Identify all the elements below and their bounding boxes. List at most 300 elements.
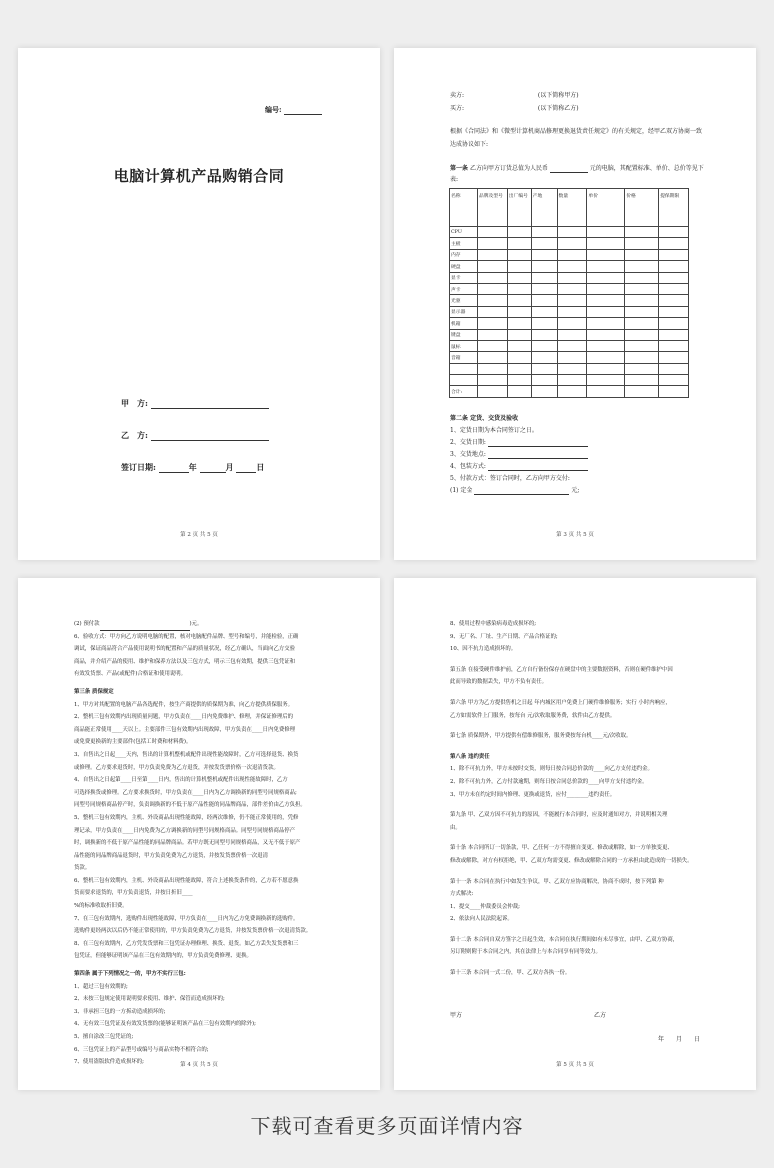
body-line (74, 631, 326, 644)
sign-party-b: 乙方 (594, 1012, 607, 1019)
sign-date-row (121, 462, 264, 473)
table-row-label: 光驱 (450, 295, 478, 306)
contract-number (265, 105, 322, 115)
table-header-cell: 价格 (625, 189, 659, 227)
article-1-amount-blank (550, 172, 588, 173)
article-1-text-a: 乙方向甲方订货总值为人民币 (469, 165, 548, 172)
sign-party-a: 甲方 (450, 1012, 463, 1019)
table-cell (531, 238, 557, 249)
body-line-text: 6、三包凭证上的产品型号或编号与商品实物不相符合的; (74, 1046, 209, 1053)
body-line-tail: )元。 (189, 621, 203, 627)
table-cell (477, 318, 507, 329)
table-cell (477, 295, 507, 306)
body-line-text: 1、除不可抗力外，甲方未按时交货，则每日按合同总价款的____向乙方支付违约金。 (450, 766, 653, 773)
table-cell (477, 340, 507, 351)
table-cell (659, 318, 689, 329)
table-row (450, 306, 689, 317)
page-footer: 第 2 页 共 5 页 (180, 532, 218, 538)
body-line-text: 5、擅自涂改三包凭证的; (74, 1034, 134, 1040)
body-line (74, 981, 326, 994)
body-line-text: 第三条 质保规定 (74, 688, 114, 695)
table-cell (625, 363, 659, 374)
table-cell (659, 352, 689, 363)
body-line (74, 799, 326, 812)
body-line (74, 699, 326, 712)
year-label: 年 (188, 462, 197, 472)
body-line (74, 774, 326, 787)
table-cell (557, 306, 587, 317)
body-line-text: 修改或解除，对方有权拒绝，甲、乙双方均需变更、修改或解除合同的一方承担由此造成的一切损失。 (450, 857, 693, 864)
table-cell (659, 261, 689, 272)
table-cell (625, 295, 659, 306)
table-cell (625, 283, 659, 294)
article-2-item (450, 451, 588, 459)
table-cell (587, 227, 625, 238)
article-2-item-label: 3、交货地点: (450, 451, 486, 458)
body-line (74, 993, 326, 1006)
article-1-text-c: 表: (450, 176, 459, 183)
body-line (450, 710, 702, 723)
table-cell (557, 363, 587, 374)
table-row (450, 249, 689, 260)
body-line-text: 1、甲方对其配置的电脑产品各选配件，按生产商提供的质保期为准，向乙方提供质保服务。 (74, 701, 294, 708)
table-cell (625, 261, 659, 272)
table-cell (557, 227, 587, 238)
body-line-text: 7、使用盗版软件造成损坏的; (74, 1059, 144, 1066)
table-row-label: 主板 (450, 238, 478, 249)
page-title: 电脑计算机产品购销合同 (113, 167, 285, 185)
table-cell (659, 249, 689, 260)
table-header-cell: 数量 (557, 189, 587, 227)
body-line-text: 第六条 甲方为乙方提供售机之日起 年内城区用户免费上门硬件维修服务；实行 小时内响应， (450, 699, 671, 706)
table-cell (625, 227, 659, 238)
table-cell (659, 363, 689, 374)
body-line (74, 913, 326, 926)
party-a-blank (151, 408, 269, 409)
day-blank (236, 472, 256, 473)
table-cell (477, 283, 507, 294)
article-2-heading: 第二条 定货、交货及验收 (450, 415, 519, 422)
body-line (74, 925, 326, 938)
table-row-label: 音箱 (450, 352, 478, 363)
page-footer: 第 3 页 共 5 页 (556, 532, 594, 538)
table-row-label: 键盘 (450, 329, 478, 340)
blank-line (488, 470, 588, 471)
body-line (450, 776, 702, 789)
body-line-text: 3、自售出之日起____天内，售出的计算机整机或配件出现性能故障时，乙方可选择退货、换货 (74, 751, 299, 758)
body-line (450, 876, 702, 889)
table-cell (477, 375, 507, 386)
body-line (74, 618, 326, 631)
table-row (450, 375, 689, 386)
body-line-text: 第五条 在接受硬件维护前，乙方自行备份保存在硬盘中的主要数据资料，否则在硬件维护中因 (450, 666, 673, 673)
table-cell (507, 375, 531, 386)
body-line (74, 825, 326, 838)
table-cell (507, 272, 531, 283)
table-row (450, 386, 689, 397)
body-line (74, 762, 326, 775)
buyer-label: 买方: (450, 105, 465, 112)
page-footer: 第 4 页 共 5 页 (180, 1062, 218, 1068)
table-cell (625, 375, 659, 386)
year-blank (159, 472, 189, 473)
table-cell (557, 340, 587, 351)
party-b-blank (151, 440, 269, 441)
table-header-cell: 提保期限 (659, 189, 689, 227)
body-line (450, 676, 702, 689)
body-line-text: 乙方如需软件上门服务，按每台 元/次收取服务费，软件由乙方提供。 (450, 712, 616, 719)
body-line-text: 第八条 违约责任 (450, 753, 490, 760)
body-line (74, 875, 326, 888)
table-cell (625, 272, 659, 283)
table-cell (587, 249, 625, 260)
party-b-label: 乙 方: (121, 430, 148, 440)
table-header-cell: 品牌及型号 (477, 189, 507, 227)
seller-row (450, 92, 579, 100)
table-cell (531, 272, 557, 283)
body-line-text: 商品能正常使用____天以上。主要部件三包有效期内出现故障，甲方负责在____日内免费修理 (74, 726, 296, 733)
table-row (450, 295, 689, 306)
table-cell (477, 249, 507, 260)
table-cell (659, 283, 689, 294)
yuan-label: 元; (571, 487, 580, 494)
body-line-text: 1、提交____仲裁委员会仲裁; (450, 903, 520, 910)
intro-line-1: 根据《合同法》和《微型计算机商品修理更换退货责任规定》的有关规定，经甲乙双方协商一致 (450, 128, 703, 135)
body-line (450, 697, 702, 710)
month-label: 月 (225, 462, 234, 472)
table-row-label: 机箱 (450, 318, 478, 329)
table-cell (659, 306, 689, 317)
body-line (74, 900, 326, 913)
table-row (450, 261, 689, 272)
body-line-text: 6、验收方式：甲方向乙方说明电脑的配置，核对电脑配件品牌、型号和编号，并能检验，正确 (74, 633, 299, 640)
table-cell (477, 227, 507, 238)
blank-line (488, 446, 588, 447)
table-cell (659, 329, 689, 340)
body-line (74, 668, 326, 681)
table-cell (625, 249, 659, 260)
table-row-label: 声卡 (450, 283, 478, 294)
contract-page-3 (394, 48, 756, 560)
body-line-text: 包凭证，但能够证明该产品在三包有效期内的，甲方负责免费修理、更换。 (74, 953, 252, 960)
body-line-text: 时，调换新的不低于原产品性能的同品牌商品。若甲方既无同型号同规格商品，又无不低于原产 (74, 840, 301, 847)
table-cell (659, 227, 689, 238)
table-cell (587, 352, 625, 363)
body-line-text: 8、使用过程中感染病毒造成损坏的; (450, 621, 537, 627)
table-cell (507, 261, 531, 272)
table-cell (587, 340, 625, 351)
table-cell (507, 340, 531, 351)
contract-page-5 (394, 578, 756, 1090)
table-header-cell: 单价 (587, 189, 625, 227)
table-row (450, 340, 689, 351)
table-row-label: CPU (450, 227, 478, 238)
page-footer: 第 5 页 共 5 页 (556, 1062, 594, 1068)
table-cell (587, 375, 625, 386)
table-cell (507, 329, 531, 340)
table-row (450, 283, 689, 294)
body-line (74, 1006, 326, 1019)
party-a-row (121, 398, 269, 409)
table-cell (507, 295, 531, 306)
table-cell (587, 295, 625, 306)
body-line (74, 950, 326, 963)
table-cell (587, 283, 625, 294)
body-line-text: 同型号同规格商品停产时，负责调换新的不低于原产品性能的同品牌商品，部件差价由乙方负担。 (74, 802, 306, 809)
body-line (74, 724, 326, 737)
body-line (450, 809, 702, 822)
article-2-item (450, 487, 579, 495)
table-cell (477, 363, 507, 374)
table-cell (625, 340, 659, 351)
table-cell (477, 272, 507, 283)
table-cell (625, 329, 659, 340)
article-1-text-b: 元的电脑，其配置标准、单价、总价等见下 (589, 165, 704, 172)
body-line-text: 由。 (450, 824, 461, 831)
body-line-text: 理记录，甲方负责在____日内免费为乙方调换新的同型号同规格商品。同型号同规格商品停产 (74, 827, 296, 834)
body-line-text: 货款。 (74, 865, 91, 872)
body-line (74, 656, 326, 669)
table-cell (557, 318, 587, 329)
page-body (74, 618, 326, 1069)
table-cell (557, 375, 587, 386)
body-line-text: 选购件更经两次以后仍不能正常使用的，甲方负责免费为乙方退货，并按发货票价格一次退清货款。 (74, 928, 312, 935)
article-2-item (450, 439, 588, 447)
body-line-text: 10、因不抗力造成损坏的。 (450, 646, 517, 653)
body-line (450, 934, 702, 947)
table-cell (625, 306, 659, 317)
body-line-text: 8、在三包有效期内，乙方凭发货票和三包凭证办理修理、换货、退货。如乙方丢失发货票和三 (74, 940, 299, 947)
table-cell (625, 318, 659, 329)
article-1-heading: 第一条 (450, 165, 469, 172)
body-line-text: 此而导致的数据丢失，甲方不负有责任。 (450, 679, 548, 686)
body-line (74, 1018, 326, 1031)
body-line-text: 6、整机三包有效期内，主机、外设商品出现性能故障，符合上述换货条件的，乙方若不愿意换 (74, 877, 299, 884)
table-cell (507, 363, 531, 374)
body-line (74, 711, 326, 724)
table-row-label: 显卡 (450, 272, 478, 283)
body-line (450, 664, 702, 677)
body-line-text: 3、非承担三包的一方拆动造成损坏的; (74, 1008, 166, 1015)
table-cell (507, 318, 531, 329)
body-line (74, 1031, 326, 1044)
body-line (450, 946, 702, 959)
table-row (450, 363, 689, 374)
table-row-label (450, 363, 478, 374)
body-line (74, 812, 326, 825)
body-line (450, 643, 702, 656)
table-cell (477, 352, 507, 363)
body-line-text: 品性能的同品牌商品退货时，甲方负责免费为乙方退货，并按发货票价格一次退清 (74, 852, 269, 859)
article-2-item: 1、定货日期为本合同签订之日。 (450, 427, 538, 434)
article-1 (450, 165, 704, 173)
seller-label: 卖方: (450, 92, 465, 99)
body-line-text: 5、整机三包有效期内，主机、外设商品出现性能故障，经两次维修，仍不能正常使用的，凭修 (74, 814, 299, 821)
sign-date: 年 月 日 (658, 1036, 701, 1043)
body-line-text: 第十三条 本合同一式二份，甲、乙双方各执一份。 (450, 970, 571, 977)
body-line-text: 7、在三包有效期内，选购件出现性能故障，甲方负责在____日内为乙方免费调换新的选购件。 (74, 915, 299, 922)
table-header-cell: 名称 (450, 189, 478, 227)
table-cell (531, 306, 557, 317)
intro-line-2: 达成协议如下: (450, 141, 489, 148)
party-a-label: 甲 方: (121, 398, 148, 408)
table-cell (587, 272, 625, 283)
party-b-row (121, 430, 269, 441)
table-row (450, 318, 689, 329)
table-cell (507, 238, 531, 249)
body-line-text: 2、整机三包有效期内出现质量问题，甲方负责在____日内免费维护、修理，并保证修理后的 (74, 714, 294, 721)
table-cell (659, 340, 689, 351)
table-cell (557, 386, 587, 397)
body-line (74, 938, 326, 951)
table-cell (531, 363, 557, 374)
body-line (74, 850, 326, 863)
contract-number-blank (284, 114, 322, 115)
table-row-label (450, 375, 478, 386)
body-line (74, 643, 326, 656)
table-header-row (450, 189, 689, 227)
body-line-text: 调试，保证商品符合产品使用说明书的配置和产品的质量状况，经乙方确认，当面向乙方交验 (74, 646, 296, 653)
table-cell (557, 261, 587, 272)
body-line (74, 1044, 326, 1057)
table-cell (531, 261, 557, 272)
body-line (450, 901, 702, 914)
article-2-item-label: 4、包装方式: (450, 463, 486, 470)
table-cell (587, 386, 625, 397)
body-line (450, 618, 702, 631)
table-cell (659, 272, 689, 283)
table-cell (625, 238, 659, 249)
body-line-text: 9、无厂名、厂址、生产日期、产品合格证的; (450, 633, 558, 640)
body-line (450, 842, 702, 855)
body-line-text: (2) 预付款 (74, 621, 100, 627)
table-cell (587, 329, 625, 340)
body-line (74, 787, 326, 800)
body-line (450, 888, 702, 901)
body-line-text: 1、超过三包有效期的; (74, 983, 128, 990)
page-body (450, 618, 702, 980)
body-line-text: 第四条 属于下列情况之一的，甲方不实行三包: (74, 971, 186, 978)
body-line (450, 822, 702, 835)
table-cell (531, 386, 557, 397)
body-line-text: 有效发货票、产品(或配件)合格证和使用说明。 (74, 671, 187, 678)
body-line (450, 631, 702, 644)
body-line (450, 730, 702, 743)
body-line-text: 第十二条 本合同自双方签字之日起生效，本合同在执行期间如有未尽事宜，由甲、乙双方协商， (450, 936, 679, 943)
table-cell (507, 283, 531, 294)
table-cell (507, 227, 531, 238)
table-row (450, 238, 689, 249)
table-row-label: 鼠标 (450, 340, 478, 351)
table-cell (531, 318, 557, 329)
contract-number-label: 编号: (264, 105, 282, 114)
table-cell (507, 249, 531, 260)
article-2-item-label: 2、交货日期: (450, 439, 486, 446)
body-line (450, 855, 702, 868)
table-cell (531, 329, 557, 340)
body-line-text: 4、自售出之日起第____日至第____日内，售出的计算机整机或配件出现性能故障时，乙方 (74, 777, 288, 784)
table-cell (477, 329, 507, 340)
table-cell (557, 295, 587, 306)
body-line (74, 887, 326, 900)
body-line-text: 第十一条 本合同在执行中如发生争议，甲、乙双方应协商解决，协商不成时，按下列第 种 (450, 878, 664, 885)
blank-line (474, 494, 569, 495)
body-line-text: 商品，并介绍产品的使用、维护和保养方法以及三包方式，明示三包有效期，提供三包凭证和 (74, 658, 296, 665)
body-line (74, 837, 326, 850)
body-line-text: %的标准收取折旧费。 (74, 903, 128, 910)
table-cell (587, 363, 625, 374)
article-2-item-label: (1) 定金 (450, 487, 473, 494)
table-cell (557, 352, 587, 363)
table-cell (557, 283, 587, 294)
body-line-text: 或免费更换新的主要部件(包括工时费和材料费)。 (74, 739, 192, 746)
table-cell (531, 295, 557, 306)
body-line-text: 第十条 本合同所订一切条款，甲、乙任何一方不得擅自变更、修改或解除，如一方单独变更、 (450, 845, 673, 852)
table-cell (557, 329, 587, 340)
body-line-text: 可选择换货或修理。乙方要求换货时，甲方负责在____日内为乙方调换新的同型号同规格商品; (74, 789, 297, 796)
contract-page-4 (18, 578, 380, 1090)
body-line-text: 方式解决: (450, 891, 474, 898)
table-cell (557, 238, 587, 249)
section-heading (74, 686, 326, 699)
section-heading (450, 751, 702, 764)
table-cell (557, 272, 587, 283)
table-cell (587, 318, 625, 329)
table-cell (507, 306, 531, 317)
table-cell (531, 227, 557, 238)
table-row-label: 内存 (450, 249, 478, 260)
table-cell (587, 261, 625, 272)
table-cell (587, 306, 625, 317)
table-cell (507, 352, 531, 363)
table-row (450, 227, 689, 238)
body-line-text: 2、未按三包规定使用说明要求使用、维护、保管而造成损坏的; (74, 996, 225, 1003)
table-cell (531, 352, 557, 363)
body-line-text: 4、无有效三包凭证及有效发货票的(能够证明该产品在三包有效期内的除外); (74, 1021, 256, 1028)
day-label: 日 (256, 462, 265, 472)
body-line (450, 789, 702, 802)
table-row (450, 352, 689, 363)
body-line-text: 2、除不可抗力外，乙方付款逾期，则每日按合同总价款的____向甲方支付违约金。 (450, 778, 648, 785)
section-heading (74, 968, 326, 981)
table-cell (477, 238, 507, 249)
table-cell (531, 340, 557, 351)
table-cell (625, 352, 659, 363)
body-line-text: 或修理。乙方要求退货时，甲方负责免费为乙方退货，并按发货票价格一次退清货款。 (74, 764, 279, 771)
table-cell (659, 375, 689, 386)
table-row (450, 329, 689, 340)
table-cell (625, 386, 659, 397)
goods-table (449, 188, 689, 398)
blank-line (488, 458, 588, 459)
table-cell (531, 249, 557, 260)
buyer-row (450, 105, 579, 113)
body-line-text: 第九条 甲、乙双方因不可抗力的原因，不能履行本合同时，应及时通知对方，并说明相关理 (450, 812, 668, 819)
article-2-item (450, 463, 588, 471)
table-cell (659, 238, 689, 249)
body-line-text: 另订附则附于本合同之内，其在法律上与本合同享有同等效力。 (450, 949, 601, 956)
table-row-label: 合计: (450, 386, 478, 397)
buyer-note: (以下简称乙方) (537, 105, 579, 112)
body-line-text: 2、依法向人民法院起诉。 (450, 916, 513, 923)
table-cell (587, 238, 625, 249)
table-cell (477, 306, 507, 317)
table-row-label: 硬盘 (450, 261, 478, 272)
seller-note: (以下简称甲方) (537, 92, 579, 99)
table-cell (477, 386, 507, 397)
body-line-text: 第七条 质保期外，甲方提供有偿维修服务，服务费按每台机____元/次收取。 (450, 733, 632, 740)
table-cell (477, 261, 507, 272)
